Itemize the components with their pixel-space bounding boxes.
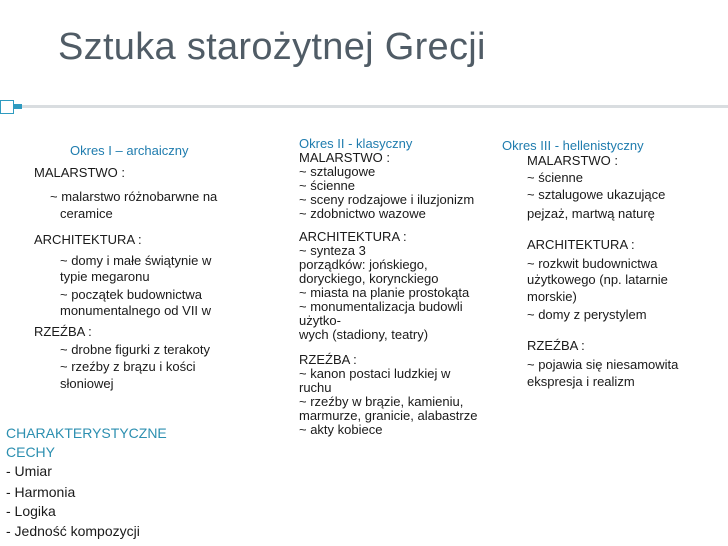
col1-line: ~ początek budownictwa xyxy=(60,287,203,302)
col2-line: MALARSTWO : xyxy=(299,150,391,165)
slide-title: Sztuka starożytnej Grecji xyxy=(58,26,486,68)
col1-header: Okres I – archaiczny xyxy=(70,143,189,158)
col3-line: ~ pojawia się niesamowita xyxy=(527,357,679,372)
col3-line: użytkowego (np. latarnie xyxy=(527,272,668,287)
col2-line: RZEŹBA : xyxy=(299,352,357,367)
col2-line: porządków: jońskiego, xyxy=(299,257,428,272)
features-heading: CHARAKTERYSTYCZNE xyxy=(6,425,167,441)
col1-line: słoniowej xyxy=(60,376,114,391)
col3-line: morskie) xyxy=(527,289,577,304)
col2-line: użytko- xyxy=(299,313,341,328)
col3-line: ekspresja i realizm xyxy=(527,374,635,389)
col3-line: ~ sztalugowe ukazujące xyxy=(527,187,666,202)
col3-line: ~ rozkwit budownictwa xyxy=(527,256,658,271)
col1-line: ARCHITEKTURA : xyxy=(34,232,142,247)
col2-line: ~ synteza 3 xyxy=(299,243,366,258)
col2-line: ruchu xyxy=(299,380,332,395)
col1-line: ~ rzeźby z brązu i kości xyxy=(60,359,196,374)
title-divider xyxy=(14,105,728,108)
col1-line: typie megaronu xyxy=(60,269,150,284)
col2-line: ~ akty kobiece xyxy=(299,422,383,437)
col2-line: ~ miasta na planie prostokąta xyxy=(299,285,470,300)
col2-line: ~ zdobnictwo wazowe xyxy=(299,206,426,221)
col1-line: ~ drobne figurki z terakoty xyxy=(60,342,210,357)
features-heading-cont: CECHY xyxy=(6,444,56,460)
col1-line: MALARSTWO : xyxy=(34,165,126,180)
col2-line: doryckiego, korynckiego xyxy=(299,271,439,286)
feature-item: - Logika xyxy=(6,503,56,519)
col2-line: wych (stadiony, teatry) xyxy=(299,327,429,342)
col2-line: ARCHITEKTURA : xyxy=(299,229,407,244)
col1-line: monumentalnego od VII w xyxy=(60,303,212,318)
col2-header: Okres II - klasyczny xyxy=(299,136,413,151)
col3-line: MALARSTWO : xyxy=(527,153,619,168)
col1-line: ceramice xyxy=(60,206,113,221)
col3-line: RZEŹBA : xyxy=(527,338,585,353)
feature-item: - Umiar xyxy=(6,463,52,479)
col3-header: Okres III - hellenistyczny xyxy=(502,138,644,153)
col3-line: pejzaż, martwą naturę xyxy=(527,206,655,221)
col3-line: ~ domy z perystylem xyxy=(527,307,647,322)
feature-item: - Harmonia xyxy=(6,484,76,500)
col3-line: ~ ścienne xyxy=(527,170,584,185)
col2-line: ~ ścienne xyxy=(299,178,356,193)
col2-line: ~ monumentalizacja budowli xyxy=(299,299,463,314)
feature-item: - Jedność kompozycji xyxy=(6,523,140,539)
col1-line: RZEŹBA : xyxy=(34,324,92,339)
col2-line: ~ rzeźby w brązie, kamieniu, xyxy=(299,394,464,409)
divider-square-icon xyxy=(0,100,14,114)
col1-line: ~ malarstwo różnobarwne na xyxy=(50,189,218,204)
col1-line: ~ domy i małe świątynie w xyxy=(60,253,212,268)
col3-line: ARCHITEKTURA : xyxy=(527,237,635,252)
col2-line: ~ sztalugowe xyxy=(299,164,376,179)
col2-line: ~ sceny rodzajowe i iluzjonizm xyxy=(299,192,475,207)
col2-line: ~ kanon postaci ludzkiej w xyxy=(299,366,451,381)
divider-accent xyxy=(14,104,22,109)
col2-line: marmurze, granicie, alabastrze xyxy=(299,408,478,423)
